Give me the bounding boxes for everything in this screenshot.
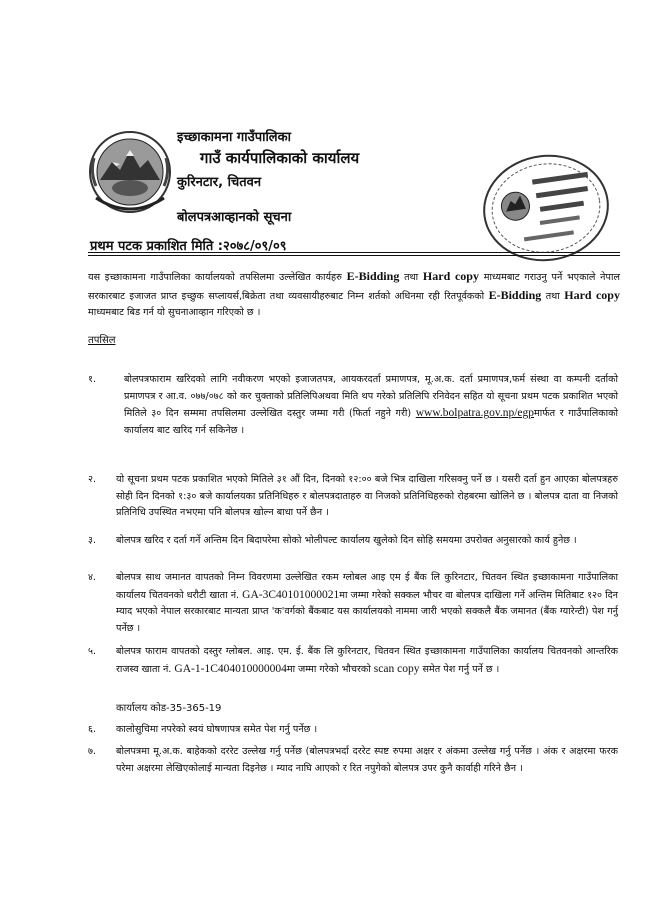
- ebidding-label-2: E-Bidding: [488, 287, 542, 302]
- item-text-b: मार्फत र गाउँपालिकाको कार्यालय बाट खरिद गर्न सकिनेछ ।: [124, 408, 618, 436]
- item-text-b: मा जम्मा गरेको सक्कल भौचर वा बोलपत्र दाखिला गर्ने अन्तिम मितिबाट १२० दिन म्याद भएको नेपाल सरकारबाट मान्यता प्राप्त 'क'वर्गको बैंकबाट यस कार्यालयको नाममा जारी भएको सक्कलै बैंक जमानत (बैंक ग्यारेन्टी) पेश गर्नु पर्नेछ ।: [116, 589, 619, 634]
- item-text-c: समेत पेश गर्नु पर्ने छ ।: [422, 663, 500, 675]
- intro-text-4: तथा: [545, 290, 560, 302]
- item-number: १.: [88, 374, 97, 385]
- item-number: ३.: [88, 535, 97, 546]
- item-text-a: बोलपत्रफाराम खरिदको लागि नवीकरण भएको इजाजतपत्र, आयकरदर्ता प्रमाणपत्र, मू.अ.क. दर्ता प्रमाणपत्र,फर्म संस्था वा कम्पनी दर्ताको प्रमाणपत्र र आ.व. ०७७/०७८ को कर चुक्ताको प्रतिलिपिअथवा मिति थप गरेको प्रतिलिपि रनिवेदन सहित यो सूचना प्रथम पटक प्रकाशित भएको मितिले ३० दिन सम्ममा तपसिलमा उल्लेखित दस्तुर जम्मा गरी (फिर्ता नहुने गरी): [124, 374, 618, 419]
- item-number: ६.: [88, 724, 97, 735]
- header-rule: [88, 252, 620, 253]
- hardcopy-label: Hard copy: [422, 269, 479, 283]
- item-text: [116, 570, 618, 637]
- item-number: ७.: [88, 746, 97, 757]
- intro-text-2: तथा: [404, 272, 419, 283]
- hardcopy-label-2: Hard copy: [564, 287, 620, 302]
- publication-date: प्रथम पटक प्रकाशित मिति :२०७८/०९/०९: [90, 239, 287, 254]
- item-number: ४.: [88, 572, 97, 583]
- header-rule-double: [88, 255, 620, 256]
- revenue-account-number: GA-1-1C404010000004: [174, 662, 287, 675]
- intro-paragraph: [88, 268, 620, 322]
- item-text: कालोसुचिमा नपरेको स्वयं घोषणापत्र समेत पेश गर्नु पर्नेछ ।: [116, 724, 318, 735]
- item-text: यो सूचना प्रथम पटक प्रकाशित भएको मितिले ३१ औं दिन, दिनको १२:०० बजे भित्र दाखिला गरिसक्नु पर्ने छ । यसरी दर्ता हुन आएका बोलपत्रहरु सोही दिन दिनको १:३० बजे कार्यालयका प्रतिनिधिहरु र बोलपत्रदाताहरु वा निजको प्रतिनिधिहरुको रोहबरमा खोलिने छ । बोलपत्र दाता वा निजको प्रतिनिधि उपस्थित नभएमा पनि बोलपत्र खोल्न बाधा पर्ने छैन ।: [116, 474, 618, 518]
- office-name: गाउँ कार्यपालिकाको कार्यालय: [200, 149, 360, 167]
- item-text-b: मा जम्मा गरेको भौचरको: [286, 663, 371, 675]
- intro-text-3: माध्यमबाट गराउनु पर्ने भएकाले नेपाल सरकारबाट इजाजत प्राप्त इच्छुक सप्लायर्स,बिक्रेता तथा व्यवसायीहरुबाट निम्न शर्तको अधिनमा रही रितपूर्वकको: [88, 272, 620, 302]
- item-text: बोलपत्रमा मू.अ.क. बाहेकको दररेट उल्लेख गर्नु पर्नेछ (बोलपत्रभर्दा दररेट स्पष्ट रुपमा अक्षर र अंकमा उल्लेख गर्नु पर्नेछ । अंक र अक्षरमा फरक परेमा अक्षरमा लेखिएकोलाई मान्यता दिइनेछ । म्याद नाघि आएको र रित नपुगेको बोलपत्र उपर कुनै कार्वाही गरिने छैन ।: [116, 746, 618, 774]
- bolpatra-link[interactable]: www.bolpatra.gov.np/egp: [415, 407, 534, 419]
- notice-title: बोलपत्रआव्हानको सूचना: [177, 210, 292, 225]
- item-text-a: बोलपत्र साथ जमानत वापतको निम्न विवरणमा उल्लेखित रकम ग्लोबल आइ एम ई बैंक लि कुरिनटार, चितवन स्थित इच्छाकामना गाउँपालिका कार्यालय चितवनको धरौटी खाता नं.: [116, 572, 618, 601]
- item-text: बोलपत्र खरिद र दर्ता गर्ने अन्तिम दिन बिदापरेमा सोको भोलीपल्ट कार्यालय खुलेको दिन सोहि समयमा उपरोक्त अनुसारको कार्य हुनेछ ।: [116, 535, 577, 546]
- ebidding-label: E-Bidding: [346, 269, 400, 283]
- item-number: ५.: [88, 646, 97, 657]
- deposit-account-number: GA-3C40101000021: [242, 588, 340, 601]
- office-code: कार्यालय कोड-35-365-19: [116, 703, 222, 714]
- item-text-a: बोलपत्र फाराम वापतको दस्तुर ग्लोबल. आइ. एम. ई. बैंक लि कुरिनटार, चितवन स्थित इच्छाकामना गाउँपालिका कार्यालय चितवनको आन्तरिक राजस्व खाता नं.: [116, 646, 618, 675]
- section-label: तपसिल: [88, 335, 116, 346]
- office-address: कुरिनटार, चितवन: [177, 175, 262, 190]
- org-name: इच्छाकामना गाउँपालिका: [177, 130, 291, 145]
- intro-text-1: यस इच्छाकामना गाउँपालिका कार्यालयको तपसिलमा उल्लेखित कार्यहरु: [88, 272, 342, 283]
- item-number: २.: [88, 474, 97, 485]
- official-stamp-icon: [476, 148, 616, 268]
- item-text: [124, 372, 618, 439]
- nepal-emblem-icon: [86, 128, 174, 216]
- intro-text-5: माध्यमबाट बिड गर्न यो सुचनाआव्हान गरिएको छ ।: [88, 307, 261, 318]
- scan-copy-label: scan copy: [373, 662, 420, 675]
- item-text: [116, 644, 618, 678]
